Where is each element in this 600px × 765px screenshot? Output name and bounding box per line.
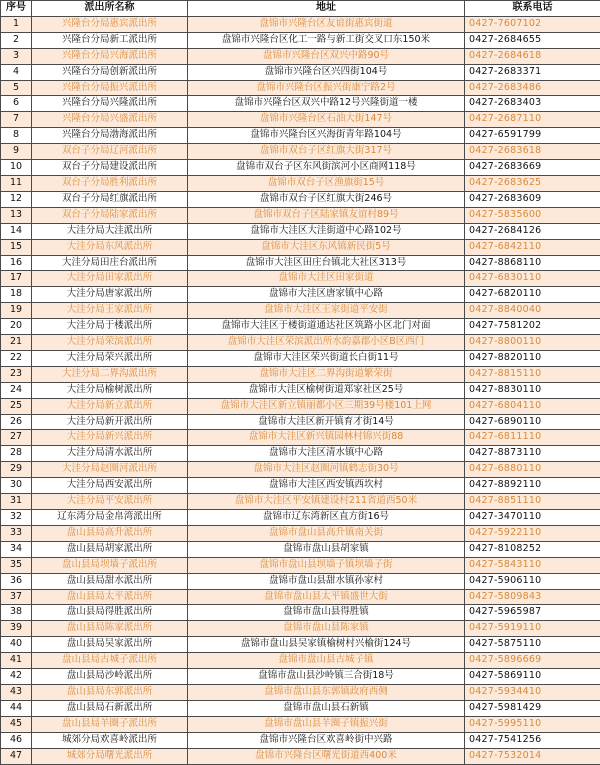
table-row xyxy=(1,48,600,64)
cell-phone: 0427-2683403 xyxy=(465,96,600,112)
table-row xyxy=(1,80,600,96)
cell-address: 盘锦市盘山县东郭镇政府西侧 xyxy=(188,684,465,700)
cell-no: 10 xyxy=(1,160,32,176)
cell-station-name: 盘山县局古城子派出所 xyxy=(32,653,188,669)
table-row xyxy=(1,366,600,382)
cell-address: 盘锦市盘山县得胜镇 xyxy=(188,605,465,621)
table-row xyxy=(1,669,600,685)
cell-no: 3 xyxy=(1,48,32,64)
cell-station-name: 大洼分局二界沟派出所 xyxy=(32,366,188,382)
cell-no: 46 xyxy=(1,732,32,748)
cell-address: 盘锦市盘山县羊圈子镇振兴街 xyxy=(188,716,465,732)
cell-no: 13 xyxy=(1,207,32,223)
cell-no: 12 xyxy=(1,191,32,207)
cell-phone: 0427-5906110 xyxy=(465,573,600,589)
table-row xyxy=(1,335,600,351)
cell-no: 43 xyxy=(1,684,32,700)
table-row xyxy=(1,239,600,255)
cell-station-name: 兴隆台分局兴盛派出所 xyxy=(32,112,188,128)
cell-station-name: 大洼分局于楼派出所 xyxy=(32,319,188,335)
table-row xyxy=(1,541,600,557)
cell-station-name: 盘山县局得胜派出所 xyxy=(32,605,188,621)
cell-phone: 0427-6842110 xyxy=(465,239,600,255)
cell-phone: 0427-8800110 xyxy=(465,335,600,351)
cell-phone: 0427-5981429 xyxy=(465,700,600,716)
cell-phone: 0427-8868110 xyxy=(465,255,600,271)
cell-address: 盘锦市兴隆台区石油大街147号 xyxy=(188,112,465,128)
cell-address: 盘锦市大洼区新立镇丽都小区三期39号楼101上网 xyxy=(188,398,465,414)
cell-station-name: 大洼分局大洼派出所 xyxy=(32,223,188,239)
table-row xyxy=(1,573,600,589)
table-row xyxy=(1,748,600,764)
table-row xyxy=(1,557,600,573)
table-row xyxy=(1,191,600,207)
cell-no: 41 xyxy=(1,653,32,669)
table-row xyxy=(1,271,600,287)
cell-address: 盘锦市大洼区新兴镇园林村锦兴街88 xyxy=(188,430,465,446)
table-row xyxy=(1,621,600,637)
cell-phone: 0427-6880110 xyxy=(465,462,600,478)
cell-no: 26 xyxy=(1,414,32,430)
cell-no: 32 xyxy=(1,510,32,526)
cell-address: 盘锦市盘山县古城子镇 xyxy=(188,653,465,669)
cell-no: 9 xyxy=(1,144,32,160)
cell-address: 盘锦市大洼区榆树街道郑家社区25号 xyxy=(188,382,465,398)
cell-address: 盘锦市大洼区田庄台镇北大社区313号 xyxy=(188,255,465,271)
cell-no: 47 xyxy=(1,748,32,764)
table-row xyxy=(1,653,600,669)
cell-address: 盘锦市兴隆台区双兴中路12号兴隆街道一楼 xyxy=(188,96,465,112)
cell-phone: 0427-6830110 xyxy=(465,271,600,287)
cell-phone: 0427-5835600 xyxy=(465,207,600,223)
cell-address: 盘锦市兴隆台区欢喜岭街中兴路 xyxy=(188,732,465,748)
cell-phone: 0427-7607102 xyxy=(465,16,600,32)
cell-station-name: 大洼分局平安派出所 xyxy=(32,494,188,510)
cell-phone: 0427-6591799 xyxy=(465,128,600,144)
cell-phone: 0427-2684126 xyxy=(465,223,600,239)
cell-address: 盘锦市兴隆台区兴四街104号 xyxy=(188,64,465,80)
cell-no: 18 xyxy=(1,287,32,303)
table-row xyxy=(1,96,600,112)
cell-station-name: 盘山县局吴家派出所 xyxy=(32,637,188,653)
cell-phone: 0427-2683669 xyxy=(465,160,600,176)
cell-address: 盘锦市大洼区平安镇建设村211省道西50米 xyxy=(188,494,465,510)
table-row xyxy=(1,175,600,191)
cell-no: 33 xyxy=(1,525,32,541)
table-row xyxy=(1,637,600,653)
cell-station-name: 盘山县局石新派出所 xyxy=(32,700,188,716)
cell-no: 11 xyxy=(1,175,32,191)
cell-station-name: 城郊分局曙光派出所 xyxy=(32,748,188,764)
cell-phone: 0427-8820110 xyxy=(465,350,600,366)
cell-station-name: 大洼分局新开派出所 xyxy=(32,414,188,430)
cell-phone: 0427-5896669 xyxy=(465,653,600,669)
cell-address: 盘锦市辽东湾新区直方街16号 xyxy=(188,510,465,526)
table-row xyxy=(1,716,600,732)
cell-phone: 0427-8830110 xyxy=(465,382,600,398)
cell-no: 2 xyxy=(1,32,32,48)
cell-no: 1 xyxy=(1,16,32,32)
cell-address: 盘锦市双台子区红旗大街246号 xyxy=(188,191,465,207)
cell-no: 21 xyxy=(1,335,32,351)
cell-no: 34 xyxy=(1,541,32,557)
cell-phone: 0427-2683486 xyxy=(465,80,600,96)
table-row xyxy=(1,160,600,176)
table-row xyxy=(1,144,600,160)
cell-station-name: 双台子分局胜利派出所 xyxy=(32,175,188,191)
cell-phone: 0427-5875110 xyxy=(465,637,600,653)
cell-no: 44 xyxy=(1,700,32,716)
cell-no: 6 xyxy=(1,96,32,112)
cell-address: 盘锦市大洼区东风镇新民街5号 xyxy=(188,239,465,255)
table-row xyxy=(1,494,600,510)
cell-station-name: 大洼分局东风派出所 xyxy=(32,239,188,255)
cell-no: 28 xyxy=(1,446,32,462)
cell-no: 15 xyxy=(1,239,32,255)
cell-phone: 0427-2683609 xyxy=(465,191,600,207)
cell-station-name: 大洼分局赵圈河派出所 xyxy=(32,462,188,478)
cell-phone: 0427-2687110 xyxy=(465,112,600,128)
table-row xyxy=(1,207,600,223)
cell-no: 4 xyxy=(1,64,32,80)
table-row xyxy=(1,684,600,700)
cell-address: 盘锦市盘山县石新镇 xyxy=(188,700,465,716)
cell-no: 25 xyxy=(1,398,32,414)
cell-no: 27 xyxy=(1,430,32,446)
cell-address: 盘锦市双台子区东风街滨河小区商网118号 xyxy=(188,160,465,176)
table-row xyxy=(1,32,600,48)
cell-address: 盘锦市兴隆台区曙光街道西400米 xyxy=(188,748,465,764)
cell-address: 盘锦市兴隆台区友谊街惠宾街道 xyxy=(188,16,465,32)
cell-address: 盘锦市兴隆台区双兴中路90号 xyxy=(188,48,465,64)
cell-address: 盘锦市大洼区西安镇西坎村 xyxy=(188,478,465,494)
cell-address: 盘锦市兴隆台区兴海街青年路104号 xyxy=(188,128,465,144)
cell-no: 14 xyxy=(1,223,32,239)
cell-station-name: 盘山县局沙岭派出所 xyxy=(32,669,188,685)
cell-phone: 0427-2684618 xyxy=(465,48,600,64)
cell-phone: 0427-7581202 xyxy=(465,319,600,335)
table-row xyxy=(1,64,600,80)
cell-station-name: 盘山县局高升派出所 xyxy=(32,525,188,541)
table-row xyxy=(1,446,600,462)
cell-phone: 0427-7541256 xyxy=(465,732,600,748)
cell-phone: 0427-7532014 xyxy=(465,748,600,764)
cell-station-name: 盘山县局陈家派出所 xyxy=(32,621,188,637)
cell-station-name: 大洼分局新兴派出所 xyxy=(32,430,188,446)
cell-address: 盘锦市盘山县胡家镇 xyxy=(188,541,465,557)
table-row xyxy=(1,112,600,128)
table-row xyxy=(1,700,600,716)
cell-station-name: 辽东湾分局金帛湾派出所 xyxy=(32,510,188,526)
cell-station-name: 盘山县局胡家派出所 xyxy=(32,541,188,557)
cell-station-name: 盘山县局甜水派出所 xyxy=(32,573,188,589)
cell-address: 盘锦市大洼区二界沟街道繁荣街 xyxy=(188,366,465,382)
cell-phone: 0427-5869110 xyxy=(465,669,600,685)
cell-station-name: 大洼分局新立派出所 xyxy=(32,398,188,414)
cell-no: 29 xyxy=(1,462,32,478)
cell-address: 盘锦市大洼区于楼街道通达社区筑路小区北门对面 xyxy=(188,319,465,335)
cell-no: 42 xyxy=(1,669,32,685)
cell-address: 盘锦市大洼区赵圈河镇鹤志街30号 xyxy=(188,462,465,478)
cell-address: 盘锦市盘山县吴家镇榆树村兴榆街124号 xyxy=(188,637,465,653)
cell-phone: 0427-8873110 xyxy=(465,446,600,462)
cell-no: 39 xyxy=(1,621,32,637)
column-header-address: 地址 xyxy=(188,1,465,17)
table-row xyxy=(1,303,600,319)
cell-address: 盘锦市大洼区清水镇中心路 xyxy=(188,446,465,462)
cell-address: 盘锦市盘山县沙岭镇三合街18号 xyxy=(188,669,465,685)
cell-address: 盘锦市盘山县坝墙子镇坝墙子街 xyxy=(188,557,465,573)
cell-no: 37 xyxy=(1,589,32,605)
table-row xyxy=(1,350,600,366)
cell-phone: 0427-8851110 xyxy=(465,494,600,510)
cell-phone: 0427-8892110 xyxy=(465,478,600,494)
column-header-no: 序号 xyxy=(1,1,32,17)
cell-address: 盘锦市大洼区大洼街道中心路102号 xyxy=(188,223,465,239)
cell-address: 盘锦市盘山县太平镇盛世大街 xyxy=(188,589,465,605)
cell-station-name: 大洼分局唐家派出所 xyxy=(32,287,188,303)
cell-no: 36 xyxy=(1,573,32,589)
cell-address: 盘锦市盘山县陈家镇 xyxy=(188,621,465,637)
cell-address: 盘锦市盘山县高升镇南关街 xyxy=(188,525,465,541)
cell-phone: 0427-6811110 xyxy=(465,430,600,446)
table-row xyxy=(1,510,600,526)
cell-phone: 0427-5922110 xyxy=(465,525,600,541)
table-row xyxy=(1,398,600,414)
cell-station-name: 大洼分局榆树派出所 xyxy=(32,382,188,398)
cell-no: 20 xyxy=(1,319,32,335)
cell-station-name: 大洼分局西安派出所 xyxy=(32,478,188,494)
cell-station-name: 双台子分局辽河派出所 xyxy=(32,144,188,160)
cell-phone: 0427-2683625 xyxy=(465,175,600,191)
cell-address: 盘锦市双台子区红旗大街317号 xyxy=(188,144,465,160)
cell-station-name: 盘山县局坝墙子派出所 xyxy=(32,557,188,573)
cell-station-name: 兴隆台分局新工派出所 xyxy=(32,32,188,48)
cell-phone: 0427-5995110 xyxy=(465,716,600,732)
cell-station-name: 兴隆台分局渤海派出所 xyxy=(32,128,188,144)
cell-address: 盘锦市大洼区荣兴街道长白街11号 xyxy=(188,350,465,366)
cell-address: 盘锦市大洼区唐家镇中心路 xyxy=(188,287,465,303)
cell-no: 17 xyxy=(1,271,32,287)
cell-phone: 0427-2684655 xyxy=(465,32,600,48)
table-row xyxy=(1,605,600,621)
cell-address: 盘锦市盘山县甜水镇孙家村 xyxy=(188,573,465,589)
table-row xyxy=(1,478,600,494)
cell-no: 31 xyxy=(1,494,32,510)
cell-no: 7 xyxy=(1,112,32,128)
table-row xyxy=(1,414,600,430)
cell-station-name: 大洼分局荣兴派出所 xyxy=(32,350,188,366)
cell-no: 24 xyxy=(1,382,32,398)
cell-no: 8 xyxy=(1,128,32,144)
cell-phone: 0427-5843110 xyxy=(465,557,600,573)
cell-no: 40 xyxy=(1,637,32,653)
cell-station-name: 双台子分局建设派出所 xyxy=(32,160,188,176)
cell-no: 23 xyxy=(1,366,32,382)
cell-station-name: 大洼分局清水派出所 xyxy=(32,446,188,462)
cell-phone: 0427-3470110 xyxy=(465,510,600,526)
cell-station-name: 兴隆台分局振兴派出所 xyxy=(32,80,188,96)
table-row xyxy=(1,430,600,446)
cell-station-name: 大洼分局田家派出所 xyxy=(32,271,188,287)
column-header-name: 派出所名称 xyxy=(32,1,188,17)
table-row xyxy=(1,589,600,605)
cell-address: 盘锦市大洼区荣滨派出所水韵嘉郡小区B区西门 xyxy=(188,335,465,351)
cell-address: 盘锦市兴隆台区化工一路与新工街交叉口东150米 xyxy=(188,32,465,48)
table-row xyxy=(1,255,600,271)
column-header-phone: 联系电话 xyxy=(465,1,600,17)
table-row xyxy=(1,128,600,144)
cell-address: 盘锦市双台子区渔旗街15号 xyxy=(188,175,465,191)
table-header-row xyxy=(1,1,600,17)
cell-station-name: 大洼分局荣滨派出所 xyxy=(32,335,188,351)
cell-address: 盘锦市双台子区陆家镇友谊村89号 xyxy=(188,207,465,223)
table-row xyxy=(1,223,600,239)
cell-phone: 0427-8108252 xyxy=(465,541,600,557)
cell-station-name: 大洼分局王家派出所 xyxy=(32,303,188,319)
cell-no: 38 xyxy=(1,605,32,621)
cell-no: 5 xyxy=(1,80,32,96)
cell-phone: 0427-2683371 xyxy=(465,64,600,80)
cell-station-name: 城郊分局欢喜岭派出所 xyxy=(32,732,188,748)
table-row xyxy=(1,16,600,32)
cell-phone: 0427-8815110 xyxy=(465,366,600,382)
cell-no: 19 xyxy=(1,303,32,319)
cell-address: 盘锦市兴隆台区振兴街康宁路2号 xyxy=(188,80,465,96)
cell-station-name: 兴隆台分局创新派出所 xyxy=(32,64,188,80)
cell-phone: 0427-2683618 xyxy=(465,144,600,160)
table-row xyxy=(1,382,600,398)
cell-station-name: 兴隆台分局惠宾派出所 xyxy=(32,16,188,32)
cell-station-name: 兴隆台分局兴海派出所 xyxy=(32,48,188,64)
cell-station-name: 盘山县局东郭派出所 xyxy=(32,684,188,700)
table-row xyxy=(1,732,600,748)
cell-no: 22 xyxy=(1,350,32,366)
cell-phone: 0427-5934410 xyxy=(465,684,600,700)
table-row xyxy=(1,287,600,303)
table-row xyxy=(1,462,600,478)
cell-station-name: 大洼分局田庄台派出所 xyxy=(32,255,188,271)
cell-no: 16 xyxy=(1,255,32,271)
cell-no: 30 xyxy=(1,478,32,494)
cell-no: 45 xyxy=(1,716,32,732)
cell-station-name: 盘山县局太平派出所 xyxy=(32,589,188,605)
cell-phone: 0427-8840040 xyxy=(465,303,600,319)
cell-address: 盘锦市大洼区王家街道平安街 xyxy=(188,303,465,319)
cell-address: 盘锦市大洼区田家街道 xyxy=(188,271,465,287)
table-row xyxy=(1,525,600,541)
cell-phone: 0427-6804110 xyxy=(465,398,600,414)
cell-address: 盘锦市大洼区新开镇育才街14号 xyxy=(188,414,465,430)
cell-phone: 0427-5965987 xyxy=(465,605,600,621)
table-row xyxy=(1,319,600,335)
cell-phone: 0427-5919110 xyxy=(465,621,600,637)
cell-station-name: 盘山县局羊圈子派出所 xyxy=(32,716,188,732)
cell-station-name: 双台子分局陆家派出所 xyxy=(32,207,188,223)
cell-phone: 0427-6890110 xyxy=(465,414,600,430)
cell-no: 35 xyxy=(1,557,32,573)
cell-phone: 0427-5809843 xyxy=(465,589,600,605)
cell-station-name: 双台子分局红旗派出所 xyxy=(32,191,188,207)
cell-station-name: 兴隆台分局兴隆派出所 xyxy=(32,96,188,112)
cell-phone: 0427-6820110 xyxy=(465,287,600,303)
